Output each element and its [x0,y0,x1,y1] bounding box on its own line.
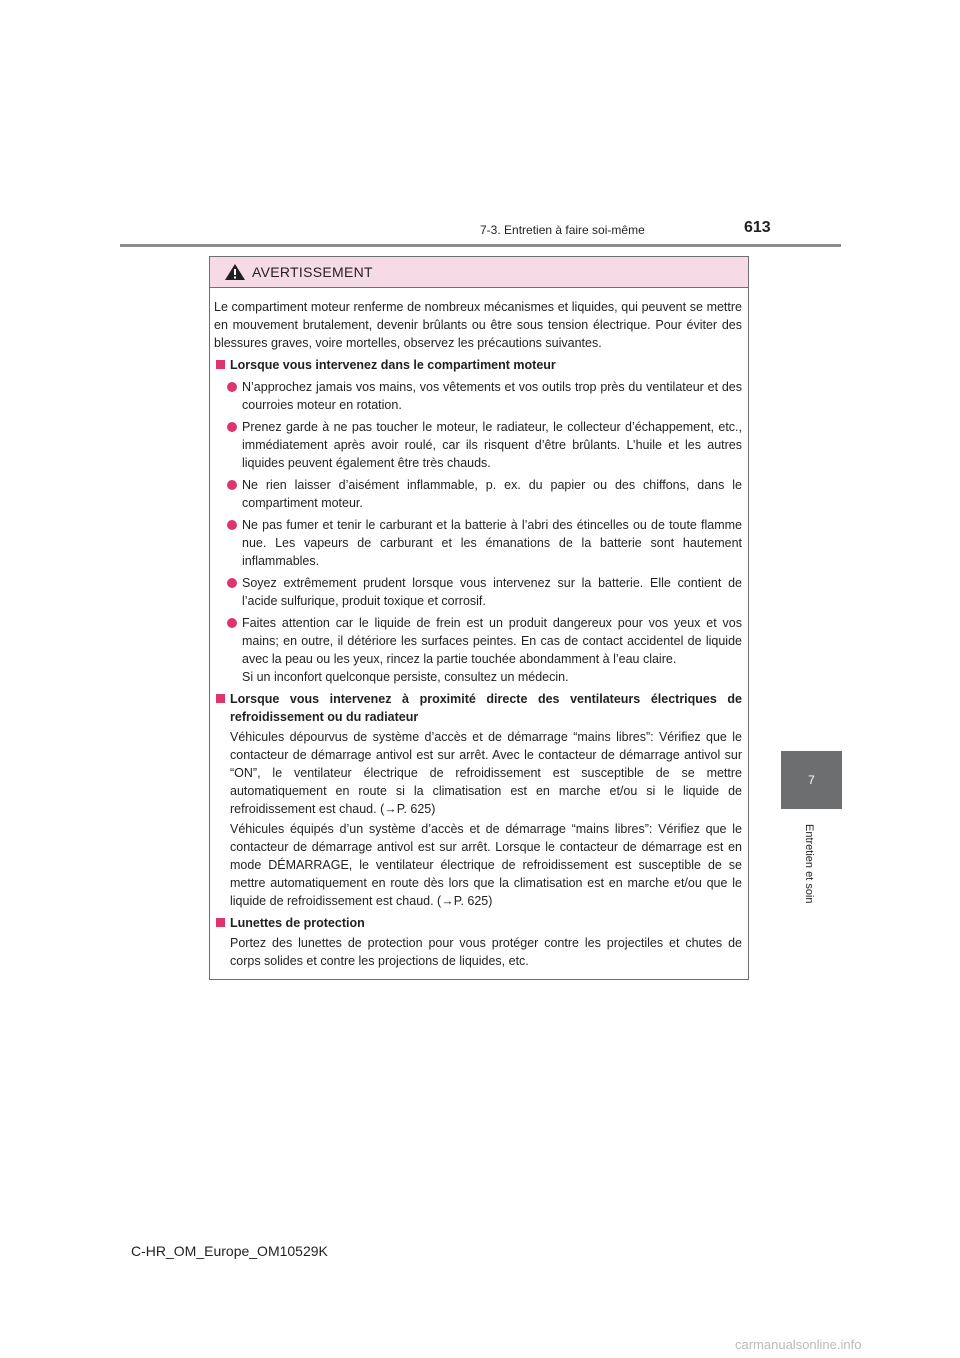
dot-bullet-icon [227,382,237,392]
header-divider [120,244,841,247]
dot-bullet-icon [227,480,237,490]
list-item: Faites attention car le liquide de frein est un produit dangereux pour vos yeux et vos mains; en outre, il détériore les surfaces peintes. En cas de contact accidentel de liquide avec la peau ou les yeux, rincez la partie touchée abondamment à l’eau claire. Si un inconfort quelconque persiste, consultez un médecin. [214,614,742,686]
square-bullet-icon [216,694,225,703]
list-item: Prenez garde à ne pas toucher le moteur, le radiateur, le collecteur d’échappement, etc., immédiatement après avoir roulé, car ils risquent d’être brûlants. L’huile et les autres liquides peuvent également être très chauds. [214,418,742,472]
warning-box [209,256,749,980]
section-title: Lunettes de protection [214,914,742,932]
section-title: Lorsque vous intervenez dans le compartiment moteur [214,356,742,374]
dot-bullet-icon [227,618,237,628]
warning-intro: Le compartiment moteur renferme de nombreux mécanismes et liquides, qui peuvent se mettre en mouvement brutalement, devenir brûlants ou être sous tension électrique. Pour éviter des blessures graves, voire mortelles, observez les précautions suivantes. [214,300,742,350]
warning-body [210,288,748,970]
chapter-number: 7 [808,773,815,787]
warning-header [210,257,748,288]
list-item: Ne pas fumer et tenir le carburant et la batterie à l’abri des étincelles ou de toute flamme nue. Les vapeurs de carburant et les émanations de la batterie sont hautement inflammables. [214,516,742,570]
list-item: Soyez extrêmement prudent lorsque vous intervenez sur la batterie. Elle contient de l’acide sulfurique, produit toxique et corrosif. [214,574,742,610]
footer-document-id: C-HR_OM_Europe_OM10529K [131,1243,328,1259]
watermark: carmanualsonline.info [735,1337,862,1352]
square-bullet-icon [216,360,225,369]
chapter-label: Entretien et soin [803,824,815,904]
dot-bullet-icon [227,422,237,432]
list-item: Ne rien laisser d’aisément inflammable, p. ex. du papier ou des chiffons, dans le compartiment moteur. [214,476,742,512]
warning-title: AVERTISSEMENT [252,264,373,280]
section-title: Lorsque vous intervenez à proximité directe des ventilateurs électriques de refroidissement ou du radiateur [214,690,742,726]
dot-bullet-icon [227,578,237,588]
page-number: 613 [744,219,771,236]
section-paragraph: Portez des lunettes de protection pour vous protéger contre les projectiles et chutes de corps solides et contre les projections de liquides, etc. [230,936,742,968]
header-section-title: 7-3. Entretien à faire soi-même [480,223,645,237]
section-paragraph: Véhicules équipés d’un système d’accès et de démarrage “mains libres”: Vérifiez que le contacteur de démarrage antivol est sur arrêt. Lorsque le contacteur de démarrage est en mode DÉMARRAGE, le ventilateur électrique de refroidissement est susceptible de se mettre automatiquement en route dès lors que la climatisation est en marche et/ou que le liquide de refroidissement est chaud. (→P. 625) [230,822,742,908]
dot-bullet-icon [227,520,237,530]
warning-triangle-icon [224,263,246,281]
chapter-tab [781,751,842,809]
section-paragraph: Véhicules dépourvus de système d’accès et de démarrage “mains libres”: Vérifiez que le contacteur de démarrage antivol est sur arrêt. Avec le contacteur de démarrage antivol sur “ON”, le ventilateur électrique de refroidissement est susceptible de se mettre automatiquement en route si la climatisation est en marche et/ou si le liquide de refroidissement est chaud. (→P. 625) [230,730,742,816]
list-item: N’approchez jamais vos mains, vos vêtements et vos outils trop près du ventilateur et des courroies moteur en rotation. [214,378,742,414]
square-bullet-icon [216,918,225,927]
